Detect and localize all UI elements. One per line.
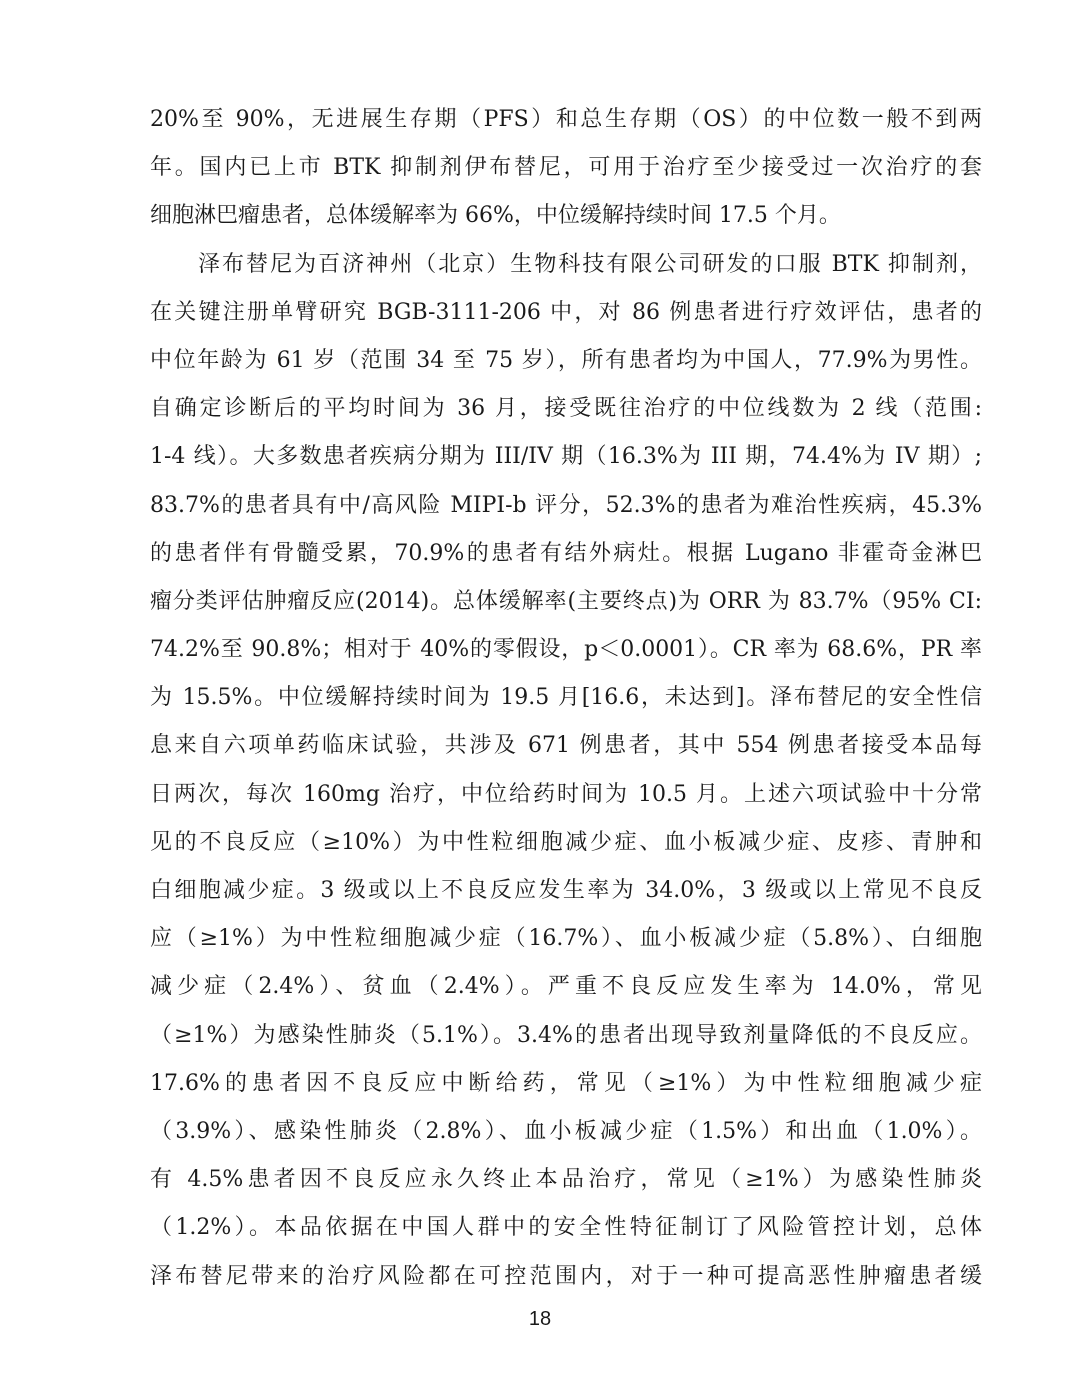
- text-line: 息来自六项单药临床试验，共涉及 671 例患者，其中 554 例患者接受本品每: [150, 733, 982, 759]
- text-line: 瘤分类评估肿瘤反应(2014)。总体缓解率(主要终点)为 ORR 为 83.7%（95% CI:: [150, 588, 982, 614]
- text-line: 见的不良反应（≥10%）为中性粒细胞减少症、血小板减少症、皮疹、青肿和: [150, 829, 982, 855]
- text-line: 1-4 线）。大多数患者疾病分期为 III/IV 期（16.3%为 III 期，74.4%为 IV 期）;: [150, 444, 982, 470]
- text-line: 在关键注册单臂研究 BGB-3111-206 中，对 86 例患者进行疗效评估，患者的: [150, 299, 982, 325]
- body-text: [150, 96, 982, 1301]
- text-line: 83.7%的患者具有中/高风险 MIPI-b 评分，52.3%的患者为难治性疾病，45.3%: [150, 492, 982, 518]
- text-line: （1.2%）。本品依据在中国人群中的安全性特征制订了风险管控计划，总体: [150, 1215, 982, 1241]
- text-line: 为 15.5%。中位缓解持续时间为 19.5 月[16.6，未达到]。泽布替尼的安全性信: [150, 685, 982, 711]
- text-line: 有 4.5%患者因不良反应永久终止本品治疗，常见（≥1%）为感染性肺炎: [150, 1167, 982, 1193]
- text-line: 细胞淋巴瘤患者，总体缓解率为 66%，中位缓解持续时间 17.5 个月。: [150, 203, 841, 229]
- text-line: 17.6%的患者因不良反应中断给药，常见（≥1%）为中性粒细胞减少症: [150, 1070, 982, 1096]
- text-line: 20%至 90%，无进展生存期（PFS）和总生存期（OS）的中位数一般不到两: [150, 107, 982, 132]
- text-line: 泽布替尼为百济神州（北京）生物科技有限公司研发的口服 BTK 抑制剂，: [198, 251, 982, 277]
- text-line: （3.9%）、感染性肺炎（2.8%）、血小板减少症（1.5%）和出血（1.0%）。: [150, 1118, 982, 1144]
- text-line: 中位年龄为 61 岁（范围 34 至 75 岁），所有患者均为中国人，77.9%为男性。: [150, 347, 982, 373]
- text-line: 白细胞减少症。3 级或以上不良反应发生率为 34.0%，3 级或以上常见不良反: [150, 878, 982, 903]
- text-line: 减少症（2.4%）、贫血（2.4%）。严重不良反应发生率为 14.0%，常见: [150, 974, 982, 1000]
- text-line: 的患者伴有骨髓受累，70.9%的患者有结外病灶。根据 Lugano 非霍奇金淋巴: [150, 540, 982, 566]
- text-line: 泽布替尼带来的治疗风险都在可控范围内，对于一种可提高恶性肿瘤患者缓: [150, 1263, 982, 1289]
- text-line: 应（≥1%）为中性粒细胞减少症（16.7%）、血小板减少症（5.8%）、白细胞: [150, 926, 982, 952]
- text-line: 74.2%至 90.8%；相对于 40%的零假设，p＜0.0001）。CR 率为 68.6%，PR 率: [150, 637, 982, 663]
- text-line: （≥1%）为感染性肺炎（5.1%）。3.4%的患者出现导致剂量降低的不良反应。: [150, 1022, 982, 1048]
- text-line: 年。国内已上市 BTK 抑制剂伊布替尼，可用于治疗至少接受过一次治疗的套: [150, 155, 982, 181]
- text-line: 自确定诊断后的平均时间为 36 月，接受既往治疗的中位线数为 2 线（范围:: [150, 396, 982, 422]
- text-line: 日两次，每次 160mg 治疗，中位给药时间为 10.5 月。上述六项试验中十分常: [150, 781, 982, 807]
- page-number: 18: [528, 1308, 552, 1330]
